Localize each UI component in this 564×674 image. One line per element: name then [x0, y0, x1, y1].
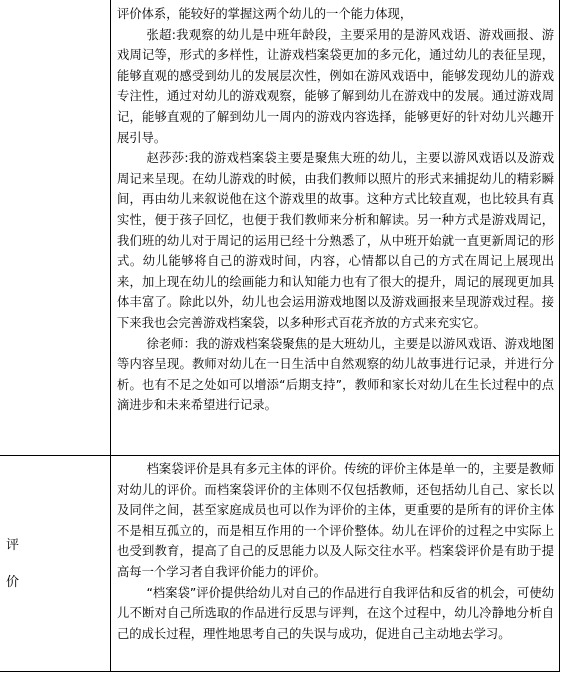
- record-paragraph-zhaoshasha: 赵莎莎:我的游戏档案袋主要是聚焦大班的幼儿，主要以游风戏语以及游戏周记来呈现。在幼儿游戏的时候，由我们教师以照片的形式来捕捉幼儿的精彩瞬间，再由幼儿来叙说他在这个游戏里的故事。这种方式比较直观，也比较具有真实性，便于孩子回忆，也便于我们教师来分析和解读。另一种方式是游戏周记，我们班的幼儿对于周记的运用已经十分熟悉了，从中班开始就一直更新周记的形式。幼儿能够将自己的游戏时间，内容，心情都以自己的方式在周记上展现出来，加上现在幼儿的绘画能力和认知能力也有了很大的提升，周记的展现更加具体丰富了。除此以外，幼儿也会运用游戏地图以及游戏画报来呈现游戏过程。接下来我也会完善游戏档案袋，以多种形式百花齐放的方式来充实它。: [117, 151, 554, 330]
- row-label-char-1: 评: [6, 538, 20, 553]
- record-cell: [112, 4, 558, 454]
- row-label-char-2: 价: [6, 575, 20, 590]
- row-divider: [0, 455, 559, 456]
- record-paragraph-continuation: 评价体系，能较好的掌握这两个幼儿的一个能力体现，: [117, 7, 413, 21]
- evaluation-paragraph-2: “档案袋”评价提供给幼儿对自己的作品进行自我评估和反省的机会，可使幼儿不断对自己所选取的作品进行反思与评判，在这个过程中，幼儿冷静地分析自己的成长过程，理性地思考自己的失误与成功，促进自己主动地去学习。: [117, 585, 554, 641]
- record-paragraph-zhangchao: 张超:我观察的幼儿是中班年龄段，主要采用的是游风戏语、游戏画报、游戏周记等，形式的多样性，让游戏档案袋更加的多元化，通过幼儿的表征呈现，能够直观的感受到幼儿的发展层次性，例如在游风戏语中，能够发现幼儿的游戏专注性，通过对幼儿的游戏观察，能够了解到幼儿在游戏中的发展。通过游戏周记，能够直观的了解到幼儿一周内的游戏内容选择，能够更好的针对幼儿兴趣开展引导。: [117, 27, 554, 145]
- left-label-column: [0, 0, 111, 671]
- evaluation-cell: [112, 459, 558, 669]
- evaluation-paragraph-1: 档案袋评价是具有多元主体的评价。传统的评价主体是单一的，主要是教师对幼儿的评价。而档案袋评价的主体则不仅包括教师，还包括幼儿自己、家长以及同伴之间，甚至家庭成员也可以作为评价的主体，更重要的是所有的评价主体不是相互孤立的，而是相互作用的一个评价整体。幼儿在评价的过程之中实际上也受到教育，提高了自己的反思能力以及人际交往水平。档案袋评价是有助于提高每一个学习者自我评价能力的评价。: [117, 462, 554, 579]
- record-paragraph-xu: 徐老师：我的游戏档案袋聚焦的是大班幼儿，主要是以游风戏语、游戏地图等内容呈现。教师对幼儿在一日生活中自然观察的幼儿故事进行记录，并进行分析。也有不足之处如可以增添“后期支持”，教师和家长对幼儿在生长过程中的点滴进步和未来希望进行记录。: [117, 336, 554, 413]
